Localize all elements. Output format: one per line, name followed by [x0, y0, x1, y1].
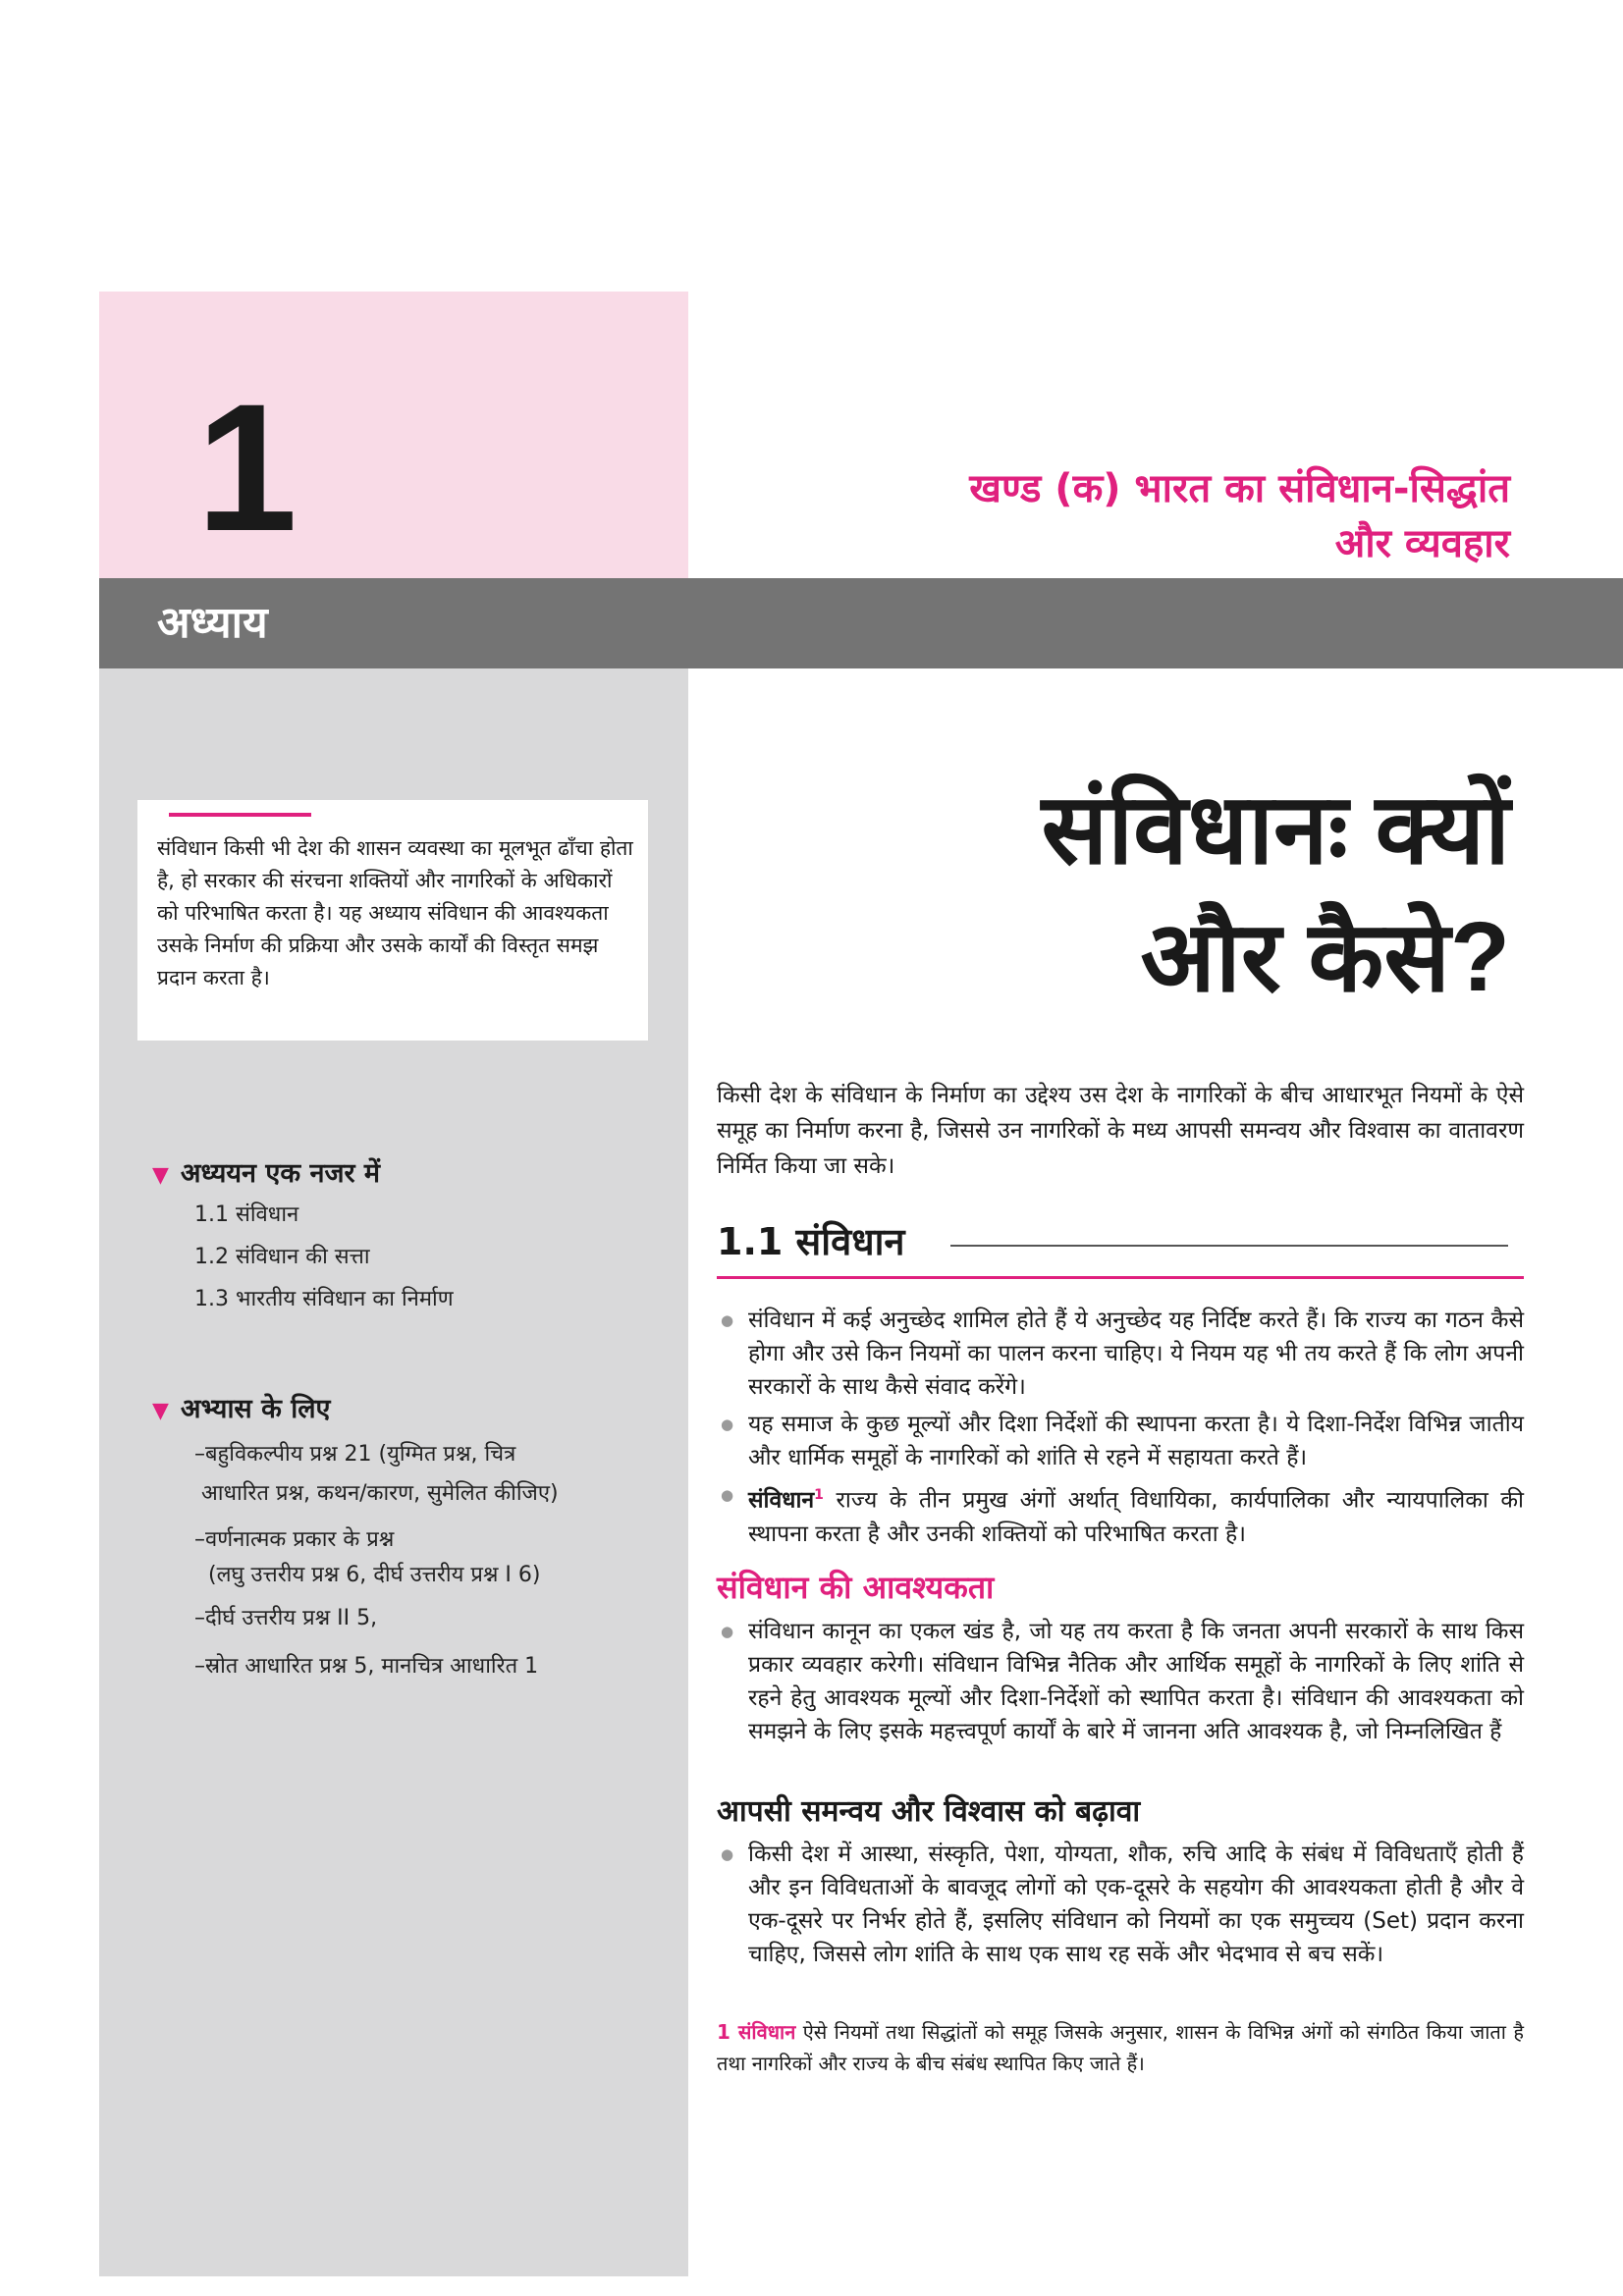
- footnote-marker: 1: [814, 1487, 824, 1503]
- chapter-number-panel: [99, 292, 688, 578]
- chapter-title-line1: संविधानः क्यों: [1041, 774, 1510, 884]
- bullet-text: राज्य के तीन प्रमुख अंगों अर्थात् विधायिका, कार्यपालिका और न्यायपालिका की स्थापना करता है और उनकी शक्तियों को परिभाषित करता है।: [748, 1487, 1524, 1547]
- chapter-label: अध्याय: [157, 598, 268, 648]
- triangle-bullet-icon: ▼: [152, 1163, 169, 1188]
- footnote: [717, 2016, 1524, 2079]
- trust-heading: आपसी समन्वय और विश्वास को बढ़ावा: [717, 1794, 1141, 1829]
- section-heading: 1.1 संविधान: [717, 1220, 905, 1263]
- list-item: [717, 1478, 1524, 1551]
- footnote-text: ऐसे नियमों तथा सिद्धांतों को समूह जिसके अनुसार, शासन के विभिन्न अंगों को संगठित किया जाता है तथा नागरिकों और राज्य के बीच संबंध स्थापित किए जाते हैं।: [717, 2020, 1524, 2075]
- practice-heading-label: अभ्यास के लिए: [180, 1394, 331, 1424]
- chapter-title-line2: और कैसे?: [1140, 902, 1510, 1012]
- overview-item: 1.3 भारतीय संविधान का निर्माण: [194, 1287, 454, 1311]
- practice-item: आधारित प्रश्न, कथन/कारण, सुमेलित कीजिए): [201, 1481, 559, 1506]
- trust-bullets: [717, 1838, 1524, 1975]
- chapter-label-band: [99, 578, 1623, 668]
- practice-item: –दीर्घ उत्तरीय प्रश्न II 5,: [194, 1606, 378, 1630]
- intro-text: संविधान किसी भी देश की शासन व्यवस्था का मूलभूत ढाँचा होता है, हो सरकार की संरचना शक्तियों और नागरिकों के अधिकारों को परिभाषित करता है। यह अध्याय संविधान की आवश्यकता उसके निर्माण की प्रक्रिया और उसके कार्यों की विस्तृत समझ प्रदान करता है।: [157, 836, 633, 989]
- chapter-number: 1: [196, 367, 298, 569]
- triangle-bullet-icon: ▼: [152, 1399, 169, 1423]
- practice-item: –बहुविकल्पीय प्रश्न 21 (युग्मित प्रश्न, चित्र: [194, 1442, 516, 1467]
- section-title: [666, 461, 1510, 571]
- intro-accent-rule: [169, 813, 311, 817]
- section-title-line1: खण्ड (क) भारत का संविधान-सिद्धांत: [969, 466, 1510, 511]
- practice-item: –स्रोत आधारित प्रश्न 5, मानचित्र आधारित 1: [194, 1654, 539, 1679]
- overview-heading: [152, 1156, 380, 1194]
- practice-heading: [152, 1392, 330, 1429]
- list-item: ● संविधान कानून का एकल खंड है, जो यह तय करता है कि जनता अपनी सरकारों के साथ किस प्रकार व्यवहार करेगी। संविधान विभिन्न नैतिक और आर्थिक समूहों के नागरिकों के लिए शांति से रहने हेतु आवश्यक मूल्यों और दिशा-निर्देशों को स्थापित करता है। संविधान की आवश्यकता को समझने के लिए इसके महत्त्वपूर्ण कार्यों के बारे में जानना अति आवश्यक है, जो निम्नलिखित हैं: [717, 1615, 1524, 1748]
- constitution-bullets: [717, 1304, 1524, 1555]
- section-title-line2: और व्यवहार: [1334, 521, 1510, 566]
- overview-heading-label: अध्ययन एक नजर में: [180, 1158, 381, 1189]
- practice-item: –वर्णनात्मक प्रकार के प्रश्न: [194, 1527, 395, 1552]
- need-bullets: [717, 1615, 1524, 1752]
- bullet-bold-term: संविधान: [748, 1487, 815, 1514]
- list-item: ● संविधान में कई अनुच्छेद शामिल होते हैं ये अनुच्छेद यह निर्दिष्ट करते हैं। कि राज्य का गठन कैसे होगा और उसे किन नियमों का पालन करना चाहिए। ये नियम यह भी तय करते हैं कि लोग अपनी सरकारों के साथ कैसे संवाद करेंगे।: [717, 1304, 1524, 1404]
- intro-paragraph: किसी देश के संविधान के निर्माण का उद्देश्य उस देश के नागरिकों के बीच आधारभूत नियमों के ऐसे समूह का निर्माण करना है, जिससे उन नागरिकों के मध्य आपसी समन्वय और विश्वास का वातावरण निर्मित किया जा सके।: [717, 1083, 1524, 1179]
- need-heading: संविधान की आवश्यकता: [717, 1569, 995, 1606]
- heading-underline: [717, 1276, 1524, 1279]
- heading-rule: [950, 1245, 1508, 1247]
- overview-item: 1.2 संविधान की सत्ता: [194, 1245, 370, 1269]
- chapter-title: [626, 766, 1510, 1021]
- footnote-key: 1 संविधान: [717, 2020, 796, 2044]
- list-item: ● किसी देश में आस्था, संस्कृति, पेशा, योग्यता, शौक, रुचि आदि के संबंध में विविधताएँ होती हैं और इन विविधताओं के बावजूद लोगों को एक-दूसरे के सहयोग की आवश्यकता होती है और वे एक-दूसरे पर निर्भर होते हैं, इसलिए संविधान को नियमों का एक समुच्चय (Set) प्रदान करना चाहिए, जिससे लोग शांति के साथ एक साथ रह सकें और भेदभाव से बच सकें।: [717, 1838, 1524, 1971]
- overview-item: 1.1 संविधान: [194, 1202, 299, 1227]
- list-item: ● यह समाज के कुछ मूल्यों और दिशा निर्देशों की स्थापना करता है। ये दिशा-निर्देश विभिन्न जातीय और धार्मिक समूहों के नागरिकों को शांति से रहने में सहायता करते हैं।: [717, 1408, 1524, 1474]
- practice-item: (लघु उत्तरीय प्रश्न 6, दीर्घ उत्तरीय प्रश्न I 6): [208, 1563, 541, 1587]
